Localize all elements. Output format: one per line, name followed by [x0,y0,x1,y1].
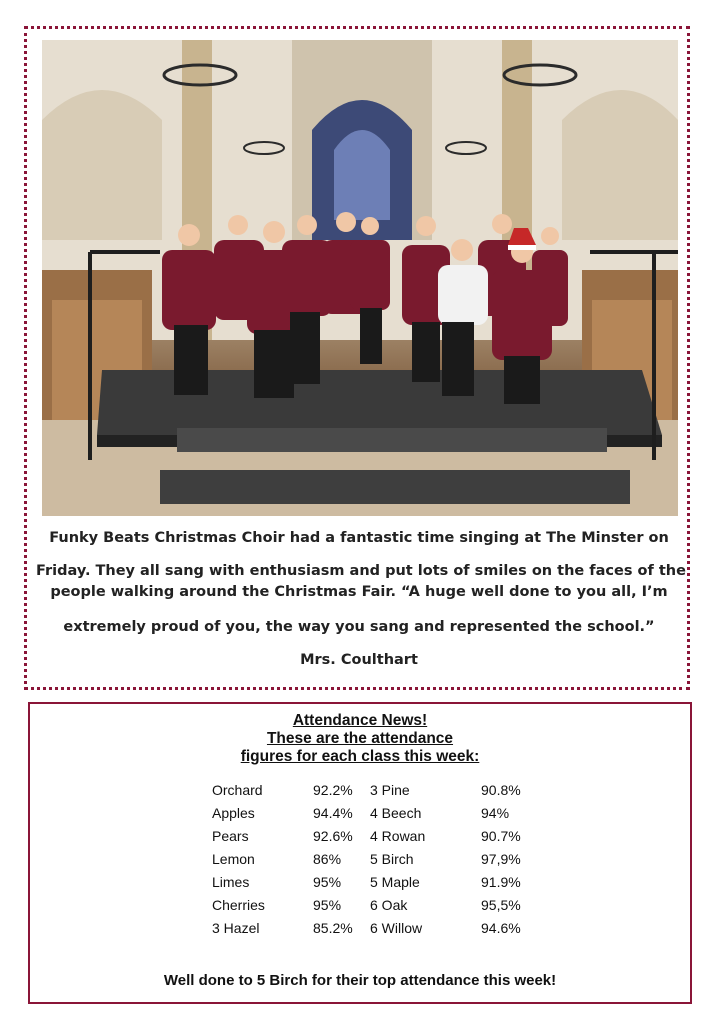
caption-line: people walking around the Christmas Fair. “A huge well done to you all, I’m [50,584,668,600]
choir-photo [42,40,678,516]
class-name: Limes [212,873,250,890]
class-name: 3 Hazel [212,919,260,936]
caption-line: Friday. They all sang with enthusiasm and put lots of smiles on the faces of the [36,563,686,579]
choir-photo-illustration [42,40,678,516]
table-row [212,870,541,893]
table-row [212,824,541,847]
table-row [212,801,541,824]
caption-line: extremely proud of you, the way you sang and represented the school.” [63,619,655,635]
attendance-subtitle: figures for each class this week: [240,748,480,765]
class-name: Orchard [212,781,263,798]
class-name: Apples [212,804,255,821]
attendance-value: 86% [313,850,342,867]
table-row [212,916,541,939]
class-name: 5 Maple [370,873,420,890]
attendance-value: 95,5% [481,896,521,913]
class-name: Lemon [212,850,255,867]
table-row [212,847,541,870]
attendance-table [212,778,541,939]
attendance-subtitle: These are the attendance [266,730,454,747]
attendance-value: 94.6% [481,919,521,936]
class-name: 4 Rowan [370,827,426,844]
class-name: Cherries [212,896,265,913]
attendance-footer: Well done to 5 Birch for their top attendance this week! [163,972,557,989]
attendance-box [28,702,692,1004]
attendance-value: 94% [481,804,510,821]
class-name: Pears [212,827,249,844]
attendance-value: 95% [313,873,342,890]
class-name: 4 Beech [370,804,422,821]
attendance-value: 95% [313,896,342,913]
table-row [212,893,541,916]
attendance-value: 92.2% [313,781,353,798]
class-name: 3 Pine [370,781,410,798]
class-name: 6 Willow [370,919,423,936]
attendance-value: 91.9% [481,873,521,890]
attendance-value: 90.8% [481,781,521,798]
caption-signature: Mrs. Coulthart [300,652,418,668]
attendance-value: 94.4% [313,804,353,821]
class-name: 6 Oak [370,896,408,913]
attendance-value: 90.7% [481,827,521,844]
class-name: 5 Birch [370,850,414,867]
attendance-title: Attendance News! [292,712,428,729]
table-row [212,778,541,801]
caption-line: Funky Beats Christmas Choir had a fantastic time singing at The Minster on [49,530,669,546]
attendance-value: 97,9% [481,850,521,867]
attendance-value: 85.2% [313,919,353,936]
attendance-heading [30,712,690,766]
attendance-value: 92.6% [313,827,353,844]
